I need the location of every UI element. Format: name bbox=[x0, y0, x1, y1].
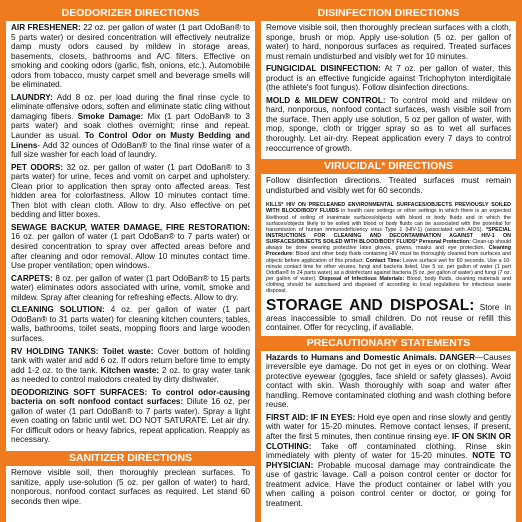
storage-disposal-title: STORAGE AND DISPOSAL: bbox=[266, 296, 475, 314]
hazards-paragraph: Hazards to Humans and Domestic Animals. DANGER—Causes irreversible eye damage. Do not get in eyes or on clothing. Wear protective eyewear (goggles, face shield or safety glasses). Avoid contact with skin. Wash thoroughly with soap and water after handling. Remove contaminated clothing and wash clothing before reuse. bbox=[266, 352, 511, 410]
left-column bbox=[6, 6, 255, 522]
sanitizer-paragraph: Remove visible soil, then thoroughly preclean surfaces. To sanitize, apply use-solution (5 oz. per gallon of water) to hard, nonporous, nonfood contact surfaces as required. Let stand 60 seconds then wipe. bbox=[11, 467, 250, 506]
virucidal-directions-header: VIRUCIDAL* DIRECTIONS bbox=[261, 159, 516, 174]
deodorizer-directions-header: DEODORIZER DIRECTIONS bbox=[6, 6, 255, 21]
disinfection-paragraph: Remove visible soil, then thoroughly preclean surfaces with a cloth, sponge, brush or mop. Apply use-solution (5 oz. per gallon of water) to hard, nonporous surfaces as required. Treated surfaces must remain undisturbed and visibly wet for 10 minutes. bbox=[266, 23, 511, 61]
pet-odors-paragraph: PET ODORS: 32 oz. per gallon of water (1 part OdoBan® to 3 parts water) for urine, feces and vomit on carpet and upholstery. Clean prior to application then spray onto affected areas. Test hidden area for colorfastness. Allow 10 minutes contact time. Then blot with clean cloth. Allow to dry. Also effective on pet bedding and litter boxes. bbox=[11, 162, 251, 220]
air-freshener-paragraph: AIR FRESHENER: 22 oz. per gallon of water (1 part OdoBan® to 5 parts water) or desired concentration will effectively neutralize damp musty odors caused by mildew in storage areas, basements, closets, bathrooms and A/C filters. Effective on smoking and cooking odors (garlic, fish, onions, etc.). Automobile odors from tobacco, musty carpet smell and beverage smells will be eliminated. bbox=[11, 23, 250, 90]
cleaning-solution-paragraph: CLEANING SOLUTION: 4 oz. per gallon of water (1 part OdoBan® to 31 parts water) for cleaning kitchen counters, tables, walls, bathrooms, toilet seats, mopping floors and large wooden surfaces. bbox=[11, 305, 250, 343]
carpets-paragraph: CARPETS: 8 oz. per gallon of water (1 part OdoBan® to 15 parts water) eliminates odors associated with urine, vomit, smoke and mildew. Spray after cleaning for refreshing effects. Allow to dry. bbox=[11, 273, 250, 302]
hiv-kills-paragraph: KILLS* HIV ON PRECLEANED ENVIRONMENTAL SURFACES/OBJECTS PREVIOUSLY SOILED WITH BLOOD/BODY FLUIDS in health care settings or other settings in which there is an expected likelihood of soiling of inanimate surfaces/objects with blood or body fluids and in which the surfaces/objects likely to be soiled with blood or body fluids can be associated with the potential for transmission of human immunodeficiency virus Type 1 (HIV-1) (associated with AIDS). *SPECIAL INSTRUCTIONS FOR CLEANING AND DECONTAMINATION AGAINST HIV-1 ON SURFACES/OBJECTS SOILED WITH BLOOD/BODY FLUIDS* Personal Protection: Clean-up should always be done wearing protective latex gloves, gowns, masks and eye protection. Cleaning Procedure: Blood and other body fluids containing HIV must be thoroughly cleaned from surfaces and objects before application of this product. Contact Time: Leave surface wet for 60 seconds. Use a 10-minute contact time for other viruses, fungi and bacteria listed. Use 5 oz. per gallon of water (1 part OdoBan® to 24 parts water) as a disinfectant against bacteria (5 oz. per gallon of water) and fungi (7 oz. per gallon of water). Disposal of Infectious Materials: Blood, body fluids, cleaning materials and clothing should be autoclaved and disposed of according to local regulations for infectious waste disposal. bbox=[266, 202, 511, 295]
precautionary-statements-body bbox=[261, 351, 516, 515]
virucidal-intro bbox=[261, 174, 516, 201]
deodorizer-directions-body bbox=[6, 21, 255, 451]
disinfection-directions-body bbox=[261, 21, 516, 159]
sanitizer-directions-header: SANITIZER DIRECTIONS bbox=[6, 451, 255, 466]
hiv-fine-print bbox=[261, 201, 516, 296]
storage-disposal-section bbox=[261, 297, 516, 336]
sewage-paragraph: SEWAGE BACKUP, WATER DAMAGE, FIRE RESTORATION: 16 oz. per gallon of water (1 part OdoBan® to 7 parts water) or desired concentration to spray over affected areas before and after cleaning and odor removal. Allow 10 minutes contact time. Use proper ventilation; open windows. bbox=[11, 222, 250, 271]
mold-mildew-paragraph: MOLD & MILDEW CONTROL: To control mold and mildew on hard, nonporous, nonfood contact surfaces, wash visible soil from the surface. Then apply use solution, 5 oz per gallon of water, with mop, sponge, cloth or trigger spray so as to wet all surfaces thoroughly. Let air-dry. Repeat application every 7 days to control reoccurrence of growth. bbox=[266, 95, 511, 153]
first-aid-paragraph: FIRST AID: IF IN EYES: Hold eye open and rinse slowly and gently with water for 15-20 minutes. Remove contact lenses, if present, after the first 5 minutes, then continue rinsing eye. IF ON SKIN OR CLOTHING: Take off contaminated clothing. Rinse skin immediately with plenty of water for 15-20 minutes. NOTE TO PHYSICIAN: Probable mucosal damage may contraindicate the use of gastric lavage. Call a poison control center or doctor for treatment advice. Have the product container or label with you when calling a poison control center or doctor, or going for treatment. bbox=[266, 412, 512, 508]
laundry-paragraph: LAUNDRY: Add 8 oz. per load during the final rinse cycle to eliminate offensive odors, soften and eliminate static cling without damaging fibers. Smoke Damage: Mix (1 part OdoBan® to 3 parts water) and soak clothes overnight; rinse and repeat. Launder as usual. To Control Odor on Musty Bedding and Linens- Add 32 ounces of OdoBan® to the final rinse water of a full size washer for each load of laundry. bbox=[11, 92, 250, 160]
soft-surfaces-paragraph: DEODORIZING SOFT SURFACES: To control odor-causing bacteria on soft nonfood contact surfaces: Dilute 16 oz. per gallon of water (1 part OdoBan® to 7 parts water). Spray a light even coating on fabric until wet. DO NOT SATURATE. Let air dry. For difficult odors or heavy fabrics, repeat application. Reapply as necessary. bbox=[11, 387, 250, 445]
disinfection-directions-header: DISINFECTION DIRECTIONS bbox=[261, 6, 516, 21]
virucidal-intro-paragraph: Follow disinfection directions. Treated surfaces must remain undisturbed and visibly wet for 60 seconds. bbox=[266, 176, 511, 195]
storage-disposal-text: Store in areas inaccessible to small children. Do not reuse or refill this container. Offer for recycling, if available. bbox=[266, 302, 511, 333]
right-column bbox=[261, 6, 516, 522]
precautionary-statements-header: PRECAUTIONARY STATEMENTS bbox=[261, 336, 516, 351]
rv-tanks-paragraph: RV HOLDING TANKS: Toilet waste: Cover bottom of holding tank with water and add 6 oz. If odors return before time to empty add 1-2 oz. to the tank. Kitchen waste: 2 oz. to gray water tank as needed to control malodors created by dirty dishwater. bbox=[11, 346, 250, 385]
sanitizer-directions-body bbox=[6, 466, 255, 512]
fungicidal-paragraph: FUNGICIDAL DISINFECTION: At 7 oz. per gallon of water, this product is an effective fungicide against Trichophyton interdigitale (the athlete's foot fungus). Follow disinfection directions. bbox=[266, 64, 511, 93]
